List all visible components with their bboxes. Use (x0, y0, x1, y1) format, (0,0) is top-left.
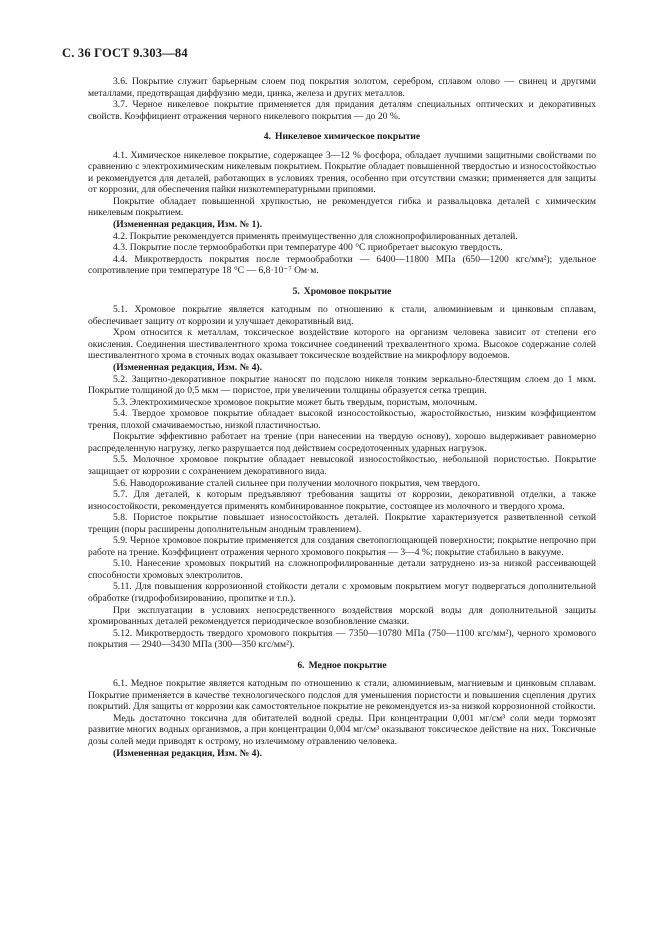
document-body (88, 76, 596, 759)
section-title: Никелевое химическое покрытие (274, 131, 421, 143)
section-heading (88, 131, 596, 143)
section-heading (88, 660, 596, 672)
paragraph: 5.6. Наводороживание сталей сильнее при получении молочного покрытия, чем твердого. (113, 477, 480, 489)
section-heading (88, 286, 596, 298)
paragraph: 5.5. Молочное хромовое покрытие обладает невысокой износостойкостью, небольшой пористостью. Покрытие защищает от коррозии с сохранением декоративного вида. (88, 454, 596, 477)
paragraph: 5.9. Черное хромовое покрытие применяется для создания светопоглощающей поверхности; покрытие непрочно при работе на трение. Коэффициент отражения черного хромового покрытия — 3—4 %; покрытие стабильно в вакууме. (88, 535, 596, 558)
paragraph: 5.7. Для деталей, к которым предъявляют требования защиты от коррозии, декоративной отделки, а также износостойкости, рекомендуется применять комбинированное покрытие, состоящее из молочного и твердого хрома. (88, 489, 596, 512)
paragraph: 6.1. Медное покрытие является катодным по отношению к стали, алюминиевым, магниевым и цинковым сплавам. Покрытие применяется в качестве технологического подслоя для уменьшения пористости и повышения сцепления других покрытий. Для защиты от коррозии как самостоятельное покрытие не рекомендуется из-за низкой коррозионной стойкости. (88, 678, 596, 713)
paragraph: 5.10. Нанесение хромовых покрытий на сложнопрофилированные детали затруднено из-за низкой рассеивающей способности хромовых электролитов. (88, 558, 596, 581)
amendment-note: (Измененная редакция, Изм. № 4). (113, 747, 263, 759)
paragraph: Медь достаточно токсична для обитателей водной среды. При концентрации 0,001 мг/см³ соли меди тормозят развитие многих водных организмов, а при концентрации 0,004 мг/см³ оказывают токсическое действие на них. Токсичные дозы солей меди приводят к острому, но излечимому отравлению человека. (88, 712, 596, 747)
paragraph: Покрытие эффективно работает на трение (при нанесении на твердую основу), хорошо выдерживает равномерно распределенную нагрузку, легко разрушается под действием сосредоточенных ударных нагрузок. (88, 431, 596, 454)
paragraph: 5.8. Пористое покрытие повышает износостойкость деталей. Покрытие характеризуется разветвленной сеткой трещин (поры расширены дополнительным анодным травлением). (88, 512, 596, 535)
section-title: Хромовое покрытие (303, 285, 392, 297)
paragraph: Покрытие обладает повышенной хрупкостью, не рекомендуется гибка и развальцовка деталей с химическим никелевым покрытием. (88, 195, 596, 219)
paragraph: 5.3. Электрохимическое хромовое покрытие может быть твердым, пористым, молочным. (113, 396, 478, 408)
paragraph: 4.1. Химическое никелевое покрытие, содержащее 3—12 % фосфора, обладает лучшими защитными свойствами по сравнению с электрохимическим никелевым покрытием. Покрытие обладает повышенной твердостью и износостойкостью и рекомендуется для деталей, работающих в условиях трения, особенно при отсутствии смазки; применяется для защиты от коррозии, для обеспечения пайки низкотемпературными припоями. (88, 149, 596, 196)
paragraph: 5.1. Хромовое покрытие является катодным по отношению к стали, алюминиевым и цинковым сплавам, обеспечивает защиту от коррозии и улучшает декоративный вид. (88, 304, 596, 327)
paragraph: При эксплуатации в условиях непосредственного воздействия морской воды для дополнительной защиты хромированных деталей рекомендуется периодическое возобновление смазки. (88, 604, 596, 628)
paragraph: 5.4. Твердое хромовое покрытие обладает высокой износостойкостью, жаростойкостью, низким коэффициентом трения, плохой смачиваемостью, низкой пластичностью. (88, 408, 596, 431)
paragraph: 5.2. Защитно-декоративное покрытие наносят по подслою никеля тонким зеркально-блестящим слоем до 1 мкм. Покрытие толщиной до 0,5 мкм — пористое, при увеличении толщины образуется сетка трещин. (88, 373, 596, 397)
section-number: 6. (297, 659, 305, 671)
paragraph: 5.12. Микротвердость твердого хромового покрытия — 7350—10780 МПа (750—1100 кгс/мм²), черного хромового покрытия — 2940—3430 МПа (300—350 кгс/мм²). (88, 627, 596, 651)
amendment-note: (Измененная редакция, Изм. № 4). (113, 362, 263, 374)
paragraph: 3.7. Черное никелевое покрытие применяется для придания деталям специальных оптических и декоративных свойств. Коэффициент отражения черного никелевого покрытия — до 20 %. (88, 99, 596, 122)
amendment-note: (Измененная редакция, Изм. № 1). (113, 219, 263, 231)
page-header: С. 36 ГОСТ 9.303—84 (62, 46, 188, 60)
paragraph: 4.4. Микротвердость покрытия после термообработки — 6400—11800 МПа (650—1200 кгс/мм²); удельное сопротивление при температуре 18 °С — 6,8·10⁻⁷ Ом·м. (88, 253, 596, 277)
paragraph: 4.2. Покрытие рекомендуется применять преимущественно для сложнопрофилированных деталей. (113, 230, 518, 242)
section-number: 5. (292, 285, 300, 297)
paragraph: 4.3. Покрытие после термообработки при температуре 400 °С приобретает высокую твердость. (113, 242, 503, 254)
paragraph: 3.6. Покрытие служит барьерным слоем под покрытия золотом, серебром, сплавом олово — свинец и другими металлами, предотвращая диффузию меди, цинка, железа и других металлов. (88, 76, 596, 99)
section-title: Медное покрытие (308, 659, 387, 671)
section-number: 4. (263, 131, 271, 143)
paragraph: Хром относится к металлам, токсическое воздействие которого на организм человека зависит от степени его окисления. Соединения шестивалентного хрома токсичнее соединений трехвалентного хрома. Высокое содержание солей шестивалентного хрома в сточных водах оказывает токсическое воздействие на микрофлору водоемов. (88, 327, 596, 362)
paragraph: 5.11. Для повышения коррозионной стойкости детали с хромовым покрытием могут подвергаться дополнительной обработке (гидрофобизированию, пропитке и т.п.). (88, 581, 596, 604)
